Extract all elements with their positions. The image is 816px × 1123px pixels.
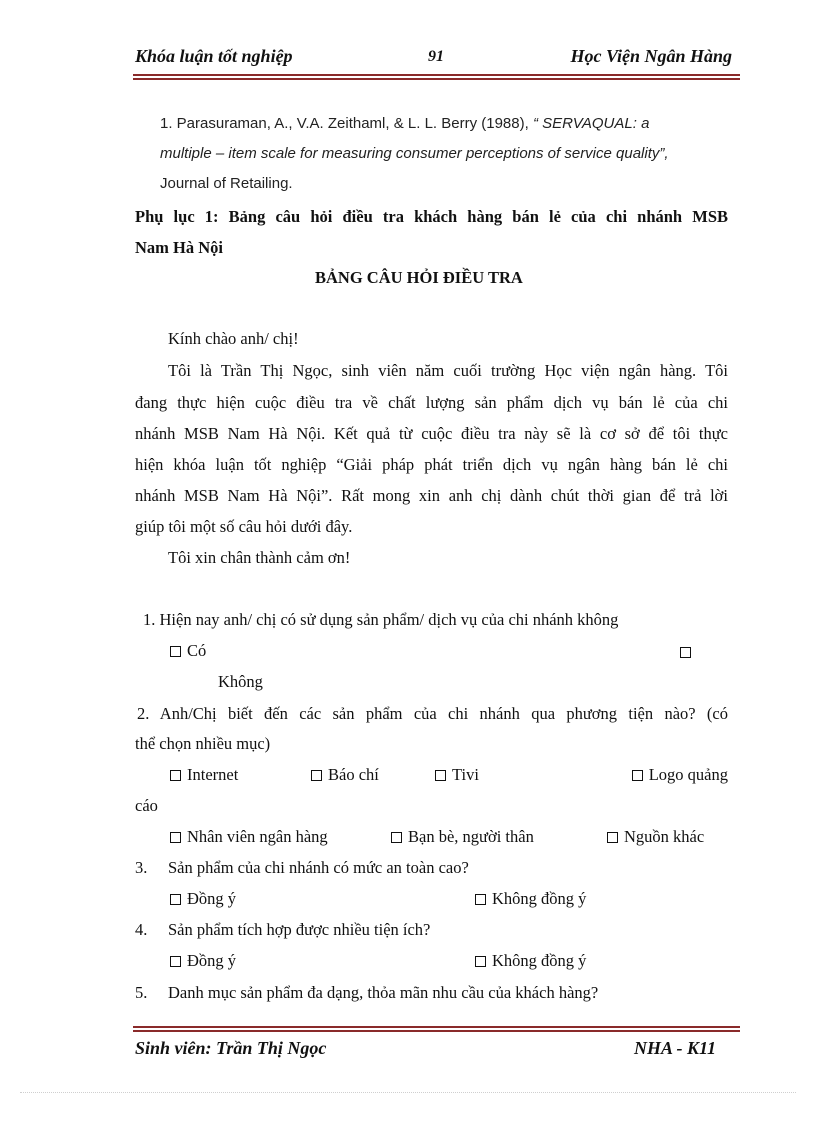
intro-line-4: hiện khóa luận tốt nghiệp “Giải pháp phát triển dịch vụ ngân hàng bán lẻ chi xyxy=(135,455,728,474)
q2-option-logo-wrap: cáo xyxy=(135,796,158,815)
q2-option-label: Nguồn khác xyxy=(624,827,705,846)
checkbox-icon[interactable] xyxy=(475,956,486,967)
footer-rule xyxy=(133,1026,740,1032)
intro-line-6: giúp tôi một số câu hỏi dưới đây. xyxy=(135,517,353,536)
checkbox-icon[interactable] xyxy=(475,894,486,905)
checkbox-icon[interactable] xyxy=(435,770,446,781)
question-1: 1. Hiện nay anh/ chị có sử dụng sản phẩm/ dịch vụ của chi nhánh không xyxy=(143,610,619,629)
reference-line-1 xyxy=(160,115,649,132)
checkbox-icon[interactable] xyxy=(170,894,181,905)
q4-option-disagree-label: Không đồng ý xyxy=(492,951,587,970)
question-4-number: 4. xyxy=(135,920,148,939)
q2-option-label: Báo chí xyxy=(328,765,379,784)
q2-option-other[interactable] xyxy=(607,827,704,847)
checkbox-icon[interactable] xyxy=(607,832,618,843)
q1-option-no-checkbox[interactable] xyxy=(680,644,697,662)
q2-option-label: Tivi xyxy=(452,765,479,784)
q2-option-bank-staff[interactable] xyxy=(170,827,328,847)
reference-title-start: “ SERVAQUAL: a xyxy=(532,115,650,132)
header-rule xyxy=(133,74,740,80)
checkbox-icon[interactable] xyxy=(391,832,402,843)
question-2-line-1: 2. Anh/Chị biết đến các sản phẩm của chi nhánh qua phương tiện nào? (có xyxy=(137,704,728,723)
survey-title: BẢNG CÂU HỎI ĐIỀU TRA xyxy=(315,268,523,287)
q2-option-internet[interactable] xyxy=(170,765,238,785)
q2-option-newspaper[interactable] xyxy=(311,765,379,785)
reference-authors: 1. Parasuraman, A., V.A. Zeithaml, & L. L. Berry (1988), xyxy=(160,115,529,132)
header-right: Học Viện Ngân Hàng xyxy=(570,46,732,66)
greeting: Kính chào anh/ chị! xyxy=(168,329,299,348)
q2-option-logo[interactable] xyxy=(608,765,728,785)
intro-line-5: nhánh MSB Nam Hà Nội”. Rất mong xin anh chị dành chút thời gian để trả lời xyxy=(135,486,728,505)
checkbox-icon[interactable] xyxy=(680,647,691,658)
checkbox-icon[interactable] xyxy=(170,646,181,657)
q1-option-no-label: Không xyxy=(218,672,263,691)
page-edge-divider xyxy=(20,1092,796,1093)
q2-option-label: Internet xyxy=(187,765,239,784)
checkbox-icon[interactable] xyxy=(170,956,181,967)
question-5: Danh mục sản phẩm đa dạng, thỏa mãn nhu cầu của khách hàng? xyxy=(168,983,599,1002)
intro-line-3: nhánh MSB Nam Hà Nội. Kết quả từ cuộc điều tra này sẽ là cơ sở để tôi thực xyxy=(135,424,728,443)
question-4: Sản phẩm tích hợp được nhiều tiện ích? xyxy=(168,920,431,939)
checkbox-icon[interactable] xyxy=(170,770,181,781)
q1-option-yes-label: Có xyxy=(187,641,207,660)
q2-option-label: Nhân viên ngân hàng xyxy=(187,827,328,846)
page-number: 91 xyxy=(428,48,444,65)
intro-line-2: đang thực hiện cuộc điều tra về chất lượng sản phẩm dịch vụ bán lẻ của chi xyxy=(135,393,728,412)
q2-option-label: Bạn bè, người thân xyxy=(408,827,534,846)
reference-journal: Journal of Retailing. xyxy=(160,175,293,192)
q1-option-yes[interactable] xyxy=(170,641,206,661)
checkbox-icon[interactable] xyxy=(170,832,181,843)
q3-option-agree[interactable] xyxy=(170,889,236,909)
q3-option-disagree[interactable] xyxy=(475,889,586,909)
q3-option-agree-label: Đồng ý xyxy=(187,889,237,908)
question-5-number: 5. xyxy=(135,983,148,1002)
reference-line-2: multiple – item scale for measuring consumer perceptions of service quality”, xyxy=(160,145,669,162)
thanks: Tôi xin chân thành cảm ơn! xyxy=(168,548,351,567)
q2-option-friends[interactable] xyxy=(391,827,534,847)
q4-option-disagree[interactable] xyxy=(475,951,586,971)
appendix-title-line-2: Nam Hà Nội xyxy=(135,238,223,257)
checkbox-icon[interactable] xyxy=(311,770,322,781)
q3-option-disagree-label: Không đồng ý xyxy=(492,889,587,908)
q2-option-tv[interactable] xyxy=(435,765,479,785)
q4-option-agree[interactable] xyxy=(170,951,236,971)
footer-right: NHA - K11 xyxy=(633,1038,716,1058)
q2-option-label: Logo quảng xyxy=(648,765,728,784)
checkbox-icon[interactable] xyxy=(632,770,643,781)
question-3: Sản phẩm của chi nhánh có mức an toàn cao? xyxy=(168,858,469,877)
appendix-title-line-1: Phụ lục 1: Bảng câu hỏi điều tra khách hàng bán lẻ của chi nhánh MSB xyxy=(135,207,728,226)
footer-left: Sinh viên: Trần Thị Ngọc xyxy=(135,1038,327,1058)
header-left: Khóa luận tốt nghiệp xyxy=(135,46,293,66)
question-2-line-2: thể chọn nhiều mục) xyxy=(135,734,271,753)
intro-line-1: Tôi là Trần Thị Ngọc, sinh viên năm cuối trường Học viện ngân hàng. Tôi xyxy=(168,361,728,380)
q4-option-agree-label: Đồng ý xyxy=(187,951,237,970)
question-3-number: 3. xyxy=(135,858,148,877)
